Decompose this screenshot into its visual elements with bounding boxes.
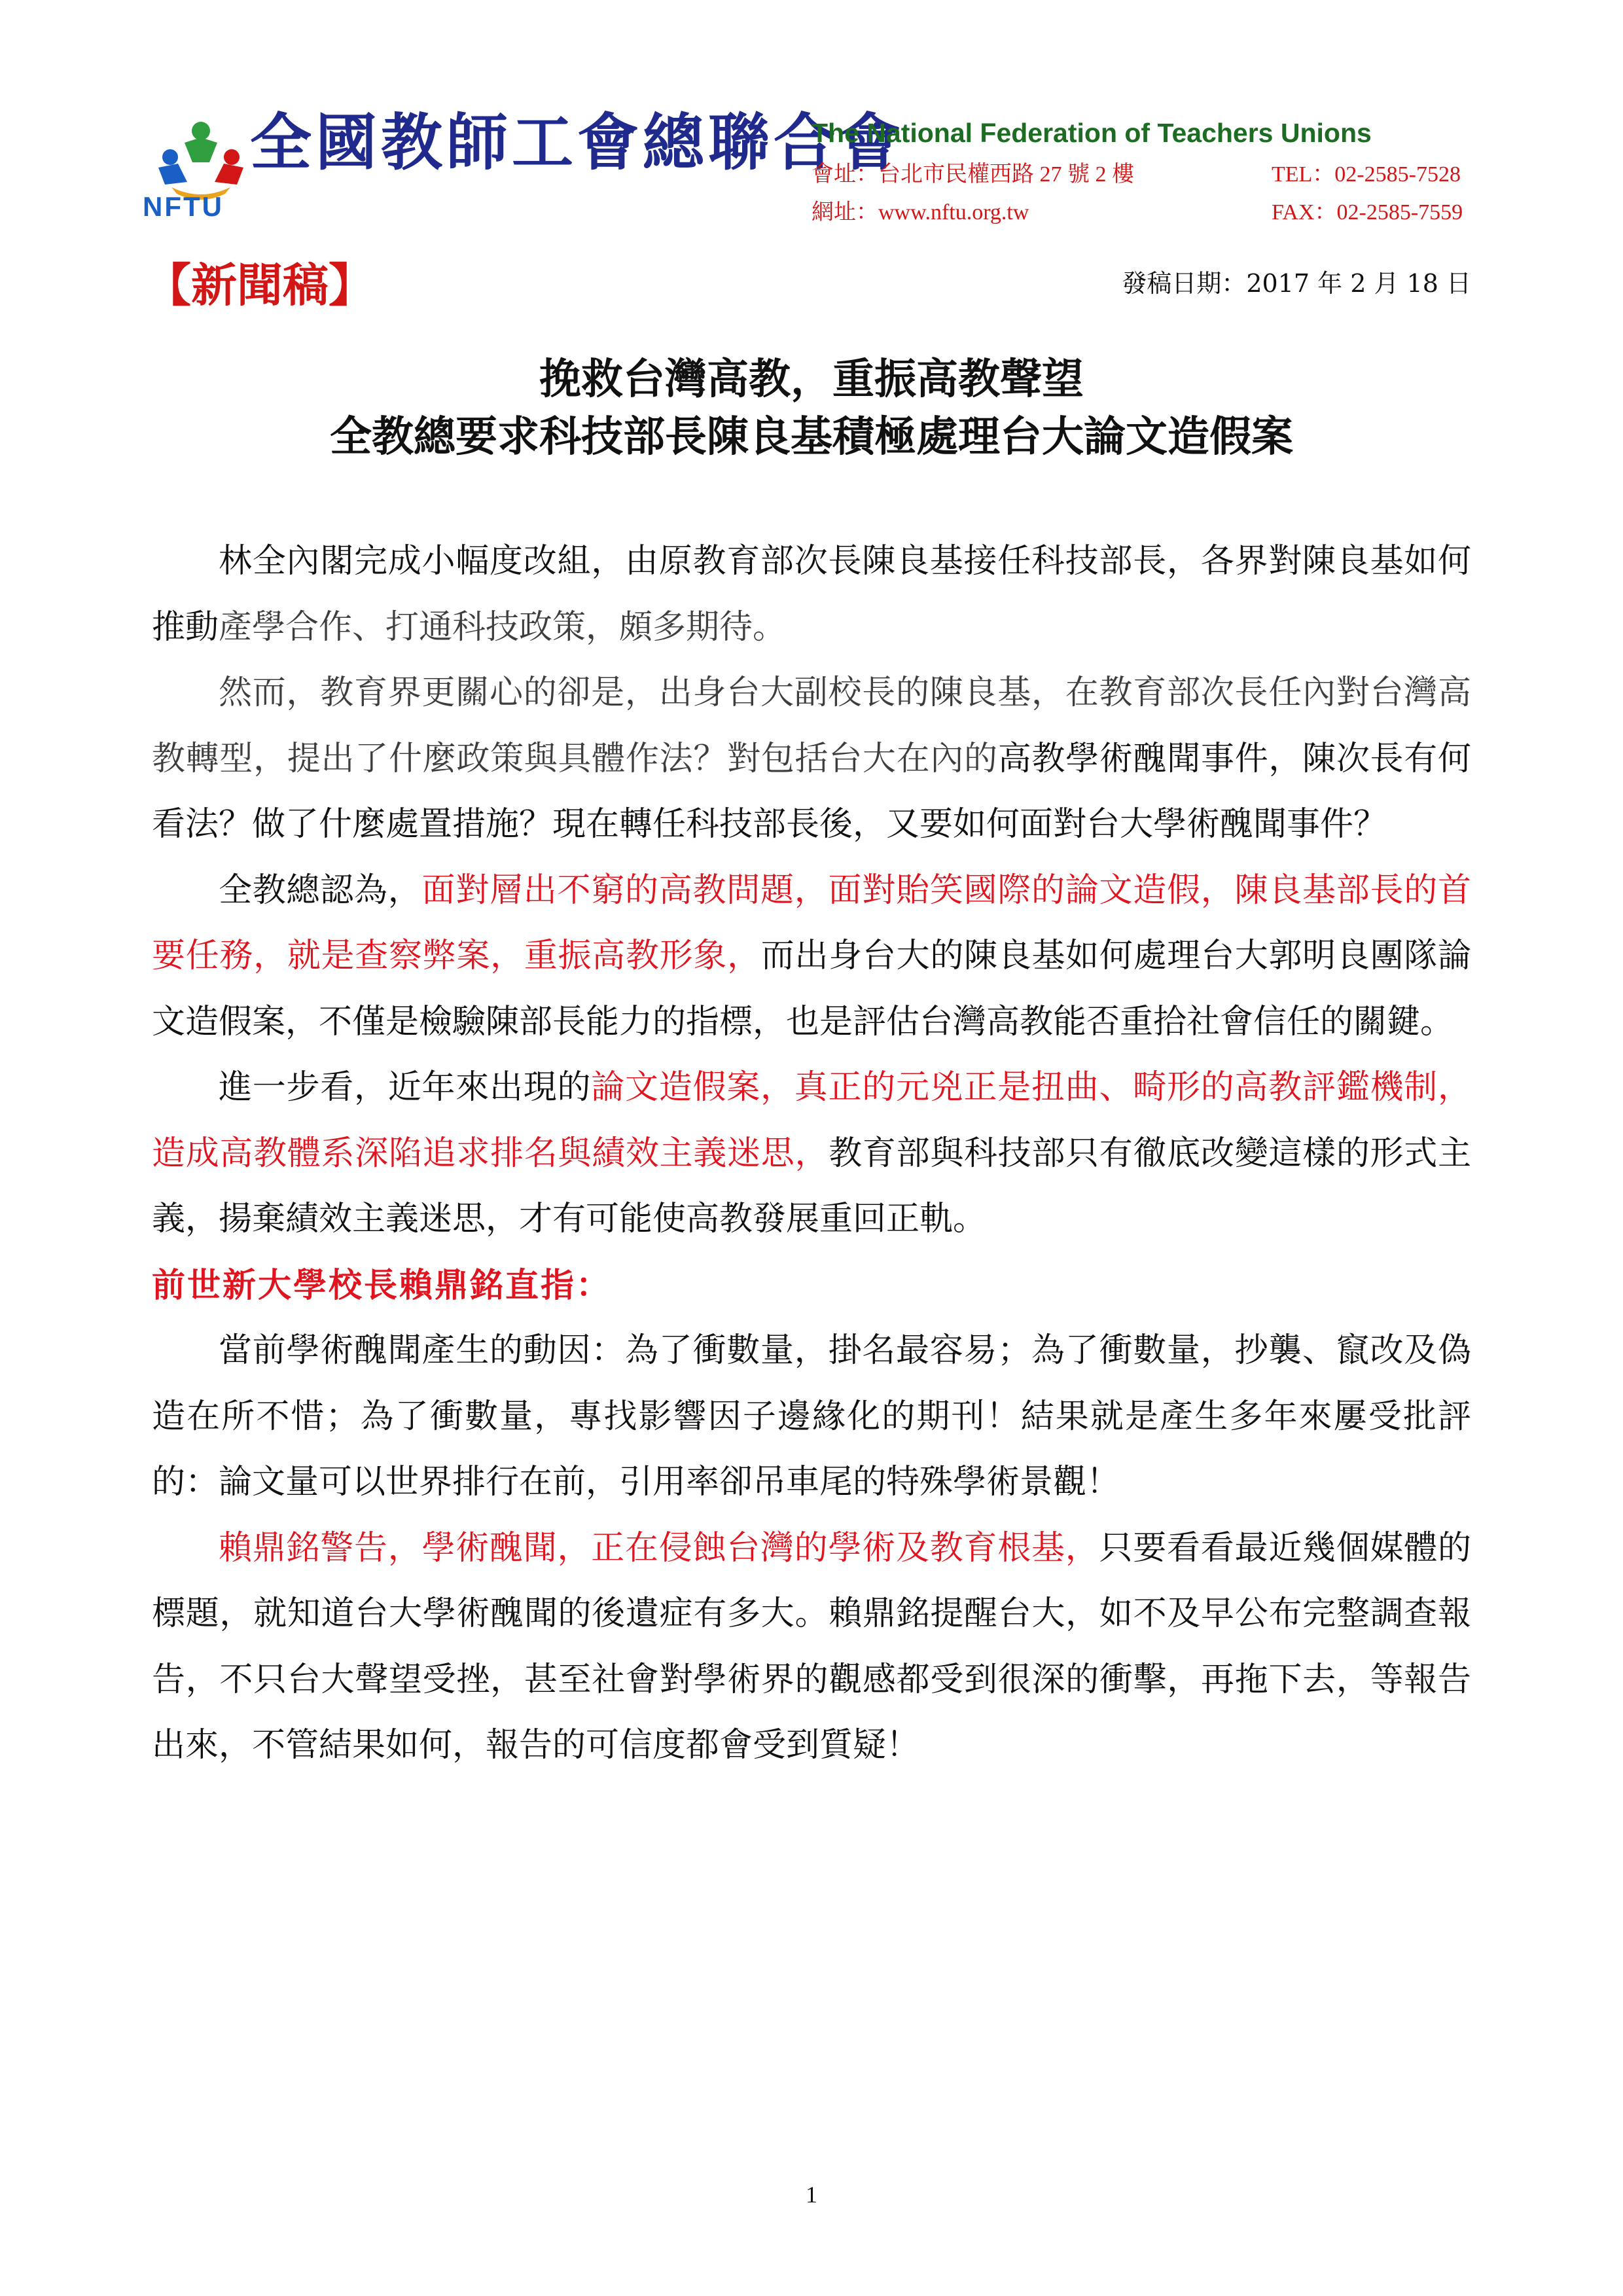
paragraph-6-highlight: 賴鼎銘警告，學術醜聞，正在侵蝕台灣的學術及教育根基， bbox=[219, 1528, 1099, 1568]
release-date: 發稿日期：2017 年 2 月 18 日 bbox=[1122, 269, 1471, 298]
paragraph-3-text-b: 而出身台大的陳良基如何處理台大郭明良團隊論文造假案，不僅是檢驗陳部長能力的指標，也是評估台灣高教能否重拾社會信任的關鍵。 bbox=[152, 937, 1471, 1041]
paragraph-4-text-b: 教育部與科技部只有徹底改變這樣的形式主義，揚棄績效主義迷思，才有可能使高教發展重回正軌。 bbox=[152, 1134, 1471, 1238]
paragraph-1-text-b: 產學合作、打通科技政策，頗多期待。 bbox=[219, 607, 787, 647]
org-name-chinese: 全國教師工會總聯合會 bbox=[250, 107, 905, 179]
website: 網址：www.nftu.org.tw bbox=[812, 200, 1029, 224]
paragraph-2 bbox=[152, 660, 1471, 858]
paragraph-3 bbox=[152, 858, 1471, 1056]
paragraph-4-highlight: 論文造假案，真正的元兇正是扭曲、畸形的高教評鑑機制，造成高教體系深陷追求排名與績效主義迷思， bbox=[152, 1068, 1471, 1173]
telephone: TEL：02-2585-7528 bbox=[1272, 162, 1461, 187]
paragraph-6-text-b: 只要看看最近幾個媒體的標題，就知道台大學術醜聞的後遺症有多大。賴鼎銘提醒台大，如不及早公布完整調查報告，不只台大聲望受挫，甚至社會對學術界的觀感都受到很深的衝擊，再拖下去，等報告出來，不管結果如何，報告的可信度都會受到質疑！ bbox=[152, 1528, 1471, 1765]
press-release-label: 【新聞稿】 bbox=[145, 258, 374, 312]
address: 會址：台北市民權西路 27 號 2 樓 bbox=[812, 162, 1134, 187]
article-body bbox=[152, 529, 1471, 1779]
page-number: 1 bbox=[806, 2181, 817, 2208]
headline-line-2: 全教總要求科技部長陳良基積極處理台大論文造假案 bbox=[330, 412, 1293, 461]
paragraph-4 bbox=[152, 1055, 1471, 1253]
paragraph-2-text-b: 高教學術醜聞事件，陳次長有何看法？做了什麼處置措施？現在轉任科技部長後，又要如何面對台大學術醜聞事件？ bbox=[152, 739, 1471, 844]
paragraph-1-text-a: 林全內閣完成小幅度改組，由原教育部次長陳良基接任科技部長，各界對陳良基如何推動 bbox=[152, 542, 1471, 647]
org-abbreviation: NFTU bbox=[143, 191, 224, 222]
paragraph-4-text-a: 進一步看，近年來出現的 bbox=[219, 1068, 592, 1107]
paragraph-5: 當前學術醜聞產生的動因：為了衝數量，掛名最容易；為了衝數量，抄襲、竄改及偽造在所不惜；為了衝數量，專找影響因子邊緣化的期刊！結果就是產生多年來屢受批評的：論文量可以世界排行在前，引用率卻吊車尾的特殊學術景觀！ bbox=[152, 1331, 1471, 1501]
paragraph-3-text-a: 全教總認為， bbox=[219, 870, 422, 910]
fax: FAX：02-2585-7559 bbox=[1272, 200, 1463, 224]
org-name-english: The National Federation of Teachers Unions bbox=[812, 118, 1372, 148]
paragraph-3-highlight: 面對層出不窮的高教問題，面對貽笑國際的論文造假，陳良基部長的首要任務，就是查察弊案，重振高教形象， bbox=[152, 870, 1471, 975]
paragraph-6 bbox=[152, 1516, 1471, 1779]
headline-line-1: 挽救台灣高教，重振高教聲望 bbox=[539, 355, 1084, 404]
section-subheading: 前世新大學校長賴鼎銘直指： bbox=[152, 1265, 612, 1305]
paragraph-1 bbox=[152, 529, 1471, 660]
paragraph-2-text-a: 然而，教育界更關心的卻是，出身台大副校長的陳良基，在教育部次長任內對台灣高教轉型，提出了什麼政策與具體作法？對包括台大在內的 bbox=[152, 673, 1471, 778]
